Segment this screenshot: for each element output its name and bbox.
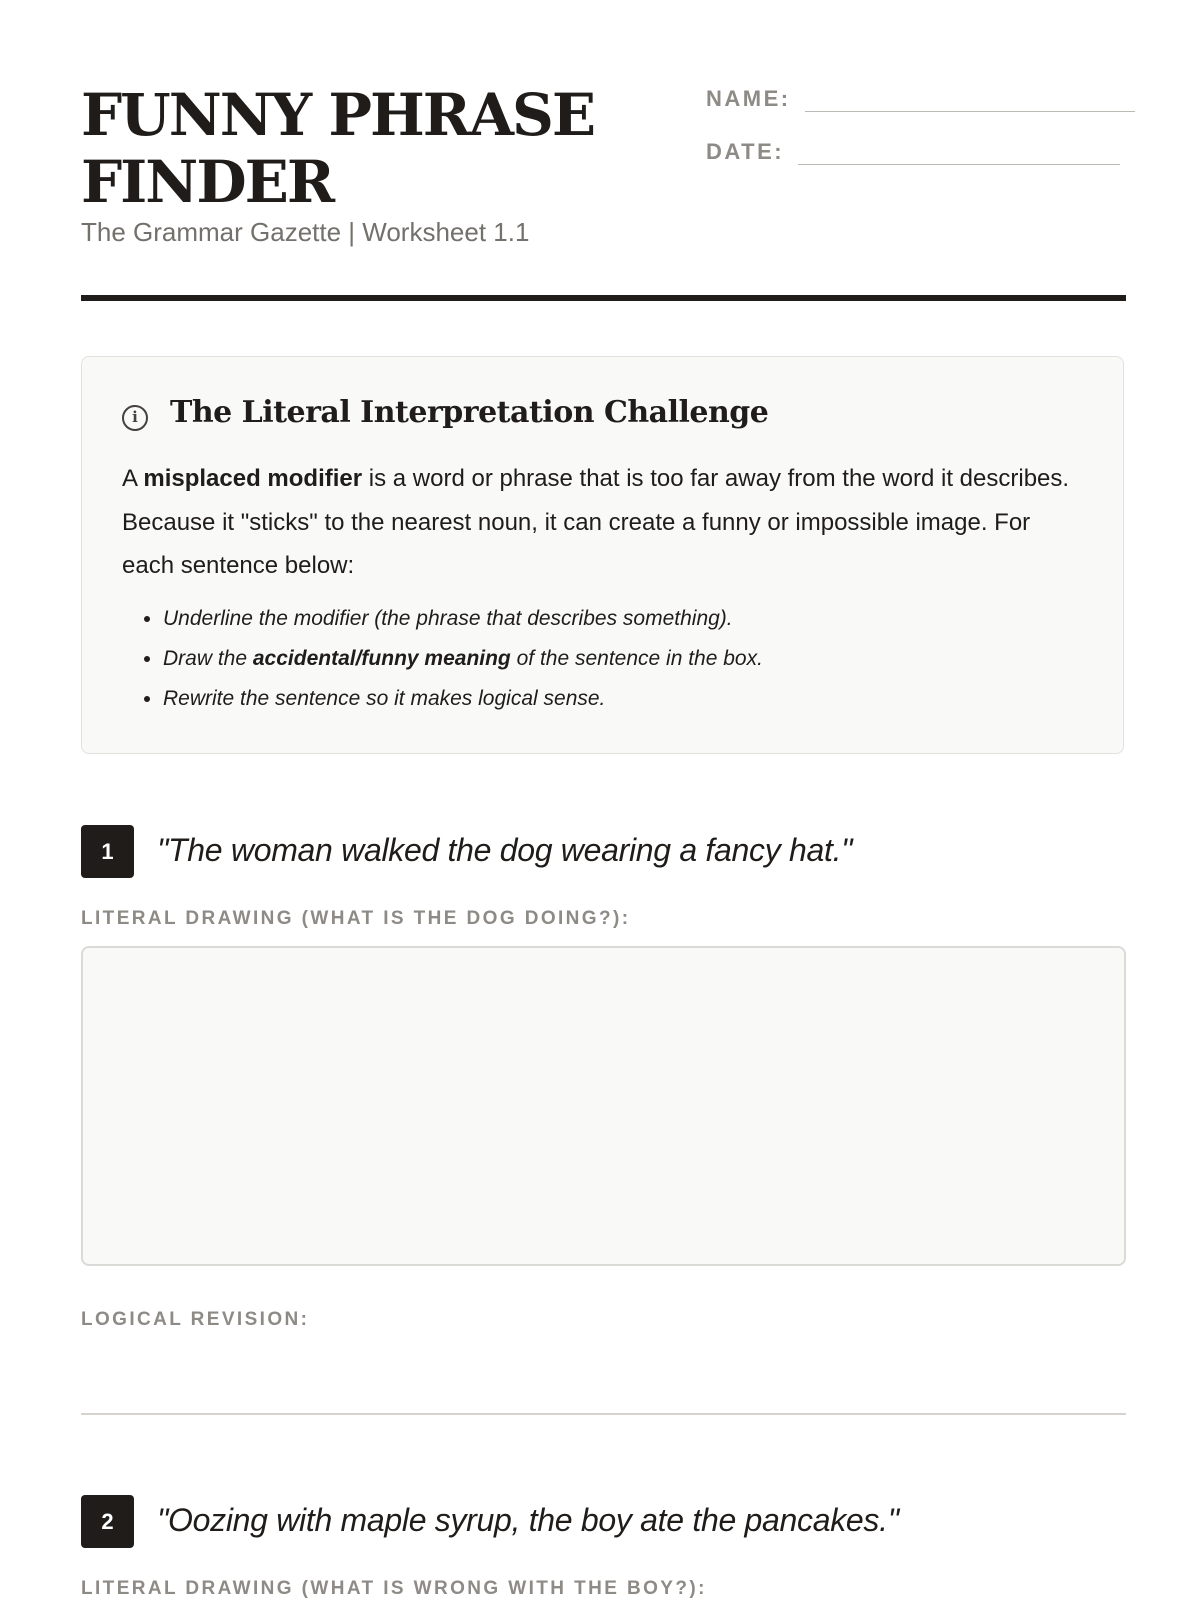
key-term: misplaced modifier [143, 465, 363, 492]
date-field[interactable] [706, 139, 1120, 165]
name-line[interactable] [805, 87, 1135, 112]
date-label: DATE: [706, 139, 785, 164]
question-number-badge: 2 [81, 1495, 134, 1548]
question-number-badge: 1 [81, 825, 134, 878]
header-divider [81, 295, 1126, 301]
revision-label: LOGICAL REVISION: [81, 1309, 310, 1330]
drawing-label: LITERAL DRAWING (WHAT IS WRONG WITH THE BOY?): [81, 1578, 707, 1599]
revision-line[interactable] [81, 1413, 1126, 1415]
step-rewrite: • Rewrite the sentence so it makes logical sense. [163, 679, 763, 719]
worksheet-subtitle: The Grammar Gazette | Worksheet 1.1 [81, 217, 530, 247]
instructions-text [122, 457, 1082, 588]
question-sentence: "Oozing with maple syrup, the boy ate the pancakes." [157, 1502, 899, 1538]
drawing-label: LITERAL DRAWING (WHAT IS THE DOG DOING?): [81, 908, 631, 929]
worksheet-title [81, 82, 641, 216]
step-draw-bold: accidental/funny meaning [252, 647, 511, 670]
name-field[interactable] [706, 86, 1135, 112]
question-sentence: "The woman walked the dog wearing a fancy hat." [157, 832, 853, 868]
instructions-text-rest: is a word or phrase that is too far away from the word it describes. Because it "sticks" to the nearest noun, it can create a funny or impossible image. For each sentence below: [122, 465, 1070, 579]
info-icon: i [122, 405, 148, 431]
step-draw-after: of the sentence in the box. [510, 647, 763, 670]
instructions-text-prefix: A [122, 465, 144, 492]
name-label: NAME: [706, 86, 791, 111]
drawing-box[interactable] [81, 946, 1126, 1266]
title-line-1: FUNNY PHRASE [81, 81, 595, 149]
title-line-2: FINDER [81, 148, 334, 216]
step-underline: • Underline the modifier (the phrase that describes something). [163, 599, 763, 639]
instructions-steps [122, 599, 763, 719]
step-draw [163, 639, 763, 679]
instructions-title: The Literal Interpretation Challenge [170, 395, 769, 430]
date-line[interactable] [798, 140, 1120, 165]
instructions-box [81, 356, 1124, 754]
step-draw-before: Draw the [163, 647, 253, 670]
